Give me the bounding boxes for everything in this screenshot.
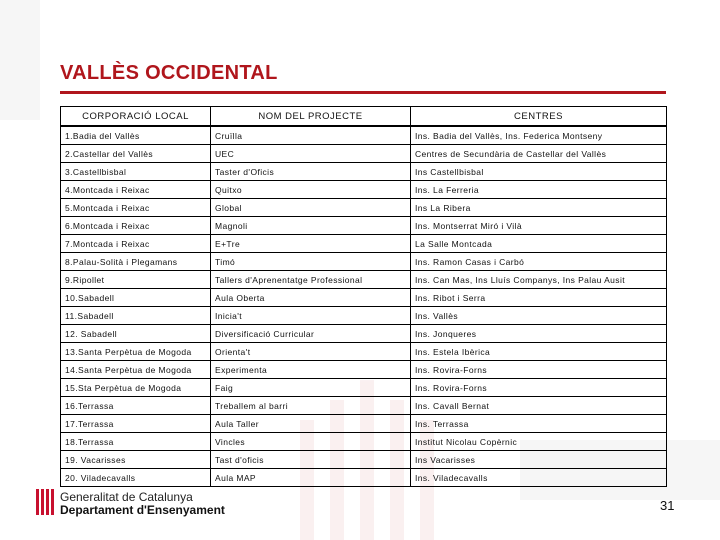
cell-centres: Ins La Ribera bbox=[411, 199, 667, 217]
cell-centres: Ins. Viladecavalls bbox=[411, 469, 667, 487]
cell-corporacio: 11.Sabadell bbox=[61, 307, 211, 325]
cell-projecte: Aula MAP bbox=[211, 469, 411, 487]
table-row bbox=[61, 145, 667, 163]
cell-centres: Ins. Jonqueres bbox=[411, 325, 667, 343]
cell-corporacio: 10.Sabadell bbox=[61, 289, 211, 307]
cell-projecte: Treballem al barri bbox=[211, 397, 411, 415]
table-row bbox=[61, 415, 667, 433]
table-row bbox=[61, 235, 667, 253]
cell-centres: Centres de Secundària de Castellar del Vallès bbox=[411, 145, 667, 163]
cell-corporacio: 14.Santa Perpètua de Mogoda bbox=[61, 361, 211, 379]
table-header-row bbox=[61, 107, 667, 127]
cell-projecte: Timó bbox=[211, 253, 411, 271]
cell-corporacio: 18.Terrassa bbox=[61, 433, 211, 451]
cell-centres: Ins. Terrassa bbox=[411, 415, 667, 433]
table-row bbox=[61, 163, 667, 181]
cell-centres: Ins. Rovira-Forns bbox=[411, 379, 667, 397]
header-centres: CENTRES bbox=[411, 107, 667, 127]
cell-corporacio: 16.Terrassa bbox=[61, 397, 211, 415]
projects-table bbox=[60, 106, 667, 487]
cell-projecte: Tast d'oficis bbox=[211, 451, 411, 469]
table-row bbox=[61, 307, 667, 325]
cell-corporacio: 1.Badia del Vallès bbox=[61, 126, 211, 145]
slide-title: VALLÈS OCCIDENTAL bbox=[60, 62, 278, 84]
cell-projecte: Aula Taller bbox=[211, 415, 411, 433]
cell-projecte: Vincles bbox=[211, 433, 411, 451]
cell-corporacio: 13.Santa Perpètua de Mogoda bbox=[61, 343, 211, 361]
cell-corporacio: 19. Vacarisses bbox=[61, 451, 211, 469]
table-row bbox=[61, 433, 667, 451]
cell-corporacio: 3.Castellbisbal bbox=[61, 163, 211, 181]
cell-centres: Ins. Can Mas, Ins Lluís Companys, Ins Palau Ausit bbox=[411, 271, 667, 289]
table-row bbox=[61, 126, 667, 145]
cell-centres: Ins. Badia del Vallès, Ins. Federica Montseny bbox=[411, 126, 667, 145]
cell-centres: Ins. Vallès bbox=[411, 307, 667, 325]
page-number: 31 bbox=[660, 498, 675, 513]
cell-corporacio: 15.Sta Perpètua de Mogoda bbox=[61, 379, 211, 397]
cell-corporacio: 6.Montcada i Reixac bbox=[61, 217, 211, 235]
cell-projecte: Magnoli bbox=[211, 217, 411, 235]
table-row bbox=[61, 325, 667, 343]
table-row bbox=[61, 217, 667, 235]
cell-centres: Ins. Estela Ibèrica bbox=[411, 343, 667, 361]
title-underline bbox=[60, 91, 666, 94]
cell-corporacio: 5.Montcada i Reixac bbox=[61, 199, 211, 217]
table-row bbox=[61, 451, 667, 469]
cell-projecte: Global bbox=[211, 199, 411, 217]
cell-centres: Ins. Montserrat Miró i Vilà bbox=[411, 217, 667, 235]
table-row bbox=[61, 253, 667, 271]
cell-projecte: Experimenta bbox=[211, 361, 411, 379]
cell-centres: Ins. La Ferreria bbox=[411, 181, 667, 199]
cell-projecte: E+Tre bbox=[211, 235, 411, 253]
cell-centres: Ins. Rovira-Forns bbox=[411, 361, 667, 379]
cell-projecte: Taster d'Oficis bbox=[211, 163, 411, 181]
cell-corporacio: 8.Palau-Solità i Plegamans bbox=[61, 253, 211, 271]
cell-projecte: UEC bbox=[211, 145, 411, 163]
header-nom-del-projecte: NOM DEL PROJECTE bbox=[211, 107, 411, 127]
cell-centres: La Salle Montcada bbox=[411, 235, 667, 253]
org-name-line1: Generalitat de Catalunya bbox=[60, 490, 193, 504]
table-row bbox=[61, 397, 667, 415]
cell-projecte: Inicia't bbox=[211, 307, 411, 325]
table-row bbox=[61, 343, 667, 361]
cell-centres: Ins. Ramon Casas i Carbó bbox=[411, 253, 667, 271]
table-row bbox=[61, 469, 667, 487]
cell-corporacio: 4.Montcada i Reixac bbox=[61, 181, 211, 199]
cell-projecte: Aula Oberta bbox=[211, 289, 411, 307]
generalitat-logo bbox=[34, 488, 254, 518]
table-row bbox=[61, 181, 667, 199]
cell-projecte: Cruïlla bbox=[211, 126, 411, 145]
cell-projecte: Diversificació Curricular bbox=[211, 325, 411, 343]
cell-corporacio: 20. Viladecavalls bbox=[61, 469, 211, 487]
cell-projecte: Tallers d'Aprenentatge Professional bbox=[211, 271, 411, 289]
cell-projecte: Faig bbox=[211, 379, 411, 397]
table-row bbox=[61, 289, 667, 307]
org-name-line2: Departament d'Ensenyament bbox=[60, 503, 225, 517]
cell-projecte: Quitxo bbox=[211, 181, 411, 199]
cell-centres: Ins. Cavall Bernat bbox=[411, 397, 667, 415]
cell-corporacio: 9.Ripollet bbox=[61, 271, 211, 289]
cell-corporacio: 17.Terrassa bbox=[61, 415, 211, 433]
table-row bbox=[61, 199, 667, 217]
table-row bbox=[61, 271, 667, 289]
catalan-flag-icon bbox=[34, 488, 54, 516]
cell-corporacio: 7.Montcada i Reixac bbox=[61, 235, 211, 253]
table-row bbox=[61, 379, 667, 397]
cell-corporacio: 2.Castellar del Vallès bbox=[61, 145, 211, 163]
cell-centres: Ins. Ribot i Serra bbox=[411, 289, 667, 307]
cell-corporacio: 12. Sabadell bbox=[61, 325, 211, 343]
cell-centres: Ins Castellbisbal bbox=[411, 163, 667, 181]
table-row bbox=[61, 361, 667, 379]
cell-centres: Institut Nicolau Copèrnic bbox=[411, 433, 667, 451]
header-corporacio-local: CORPORACIÓ LOCAL bbox=[61, 107, 211, 127]
cell-centres: Ins Vacarisses bbox=[411, 451, 667, 469]
cell-projecte: Orienta't bbox=[211, 343, 411, 361]
